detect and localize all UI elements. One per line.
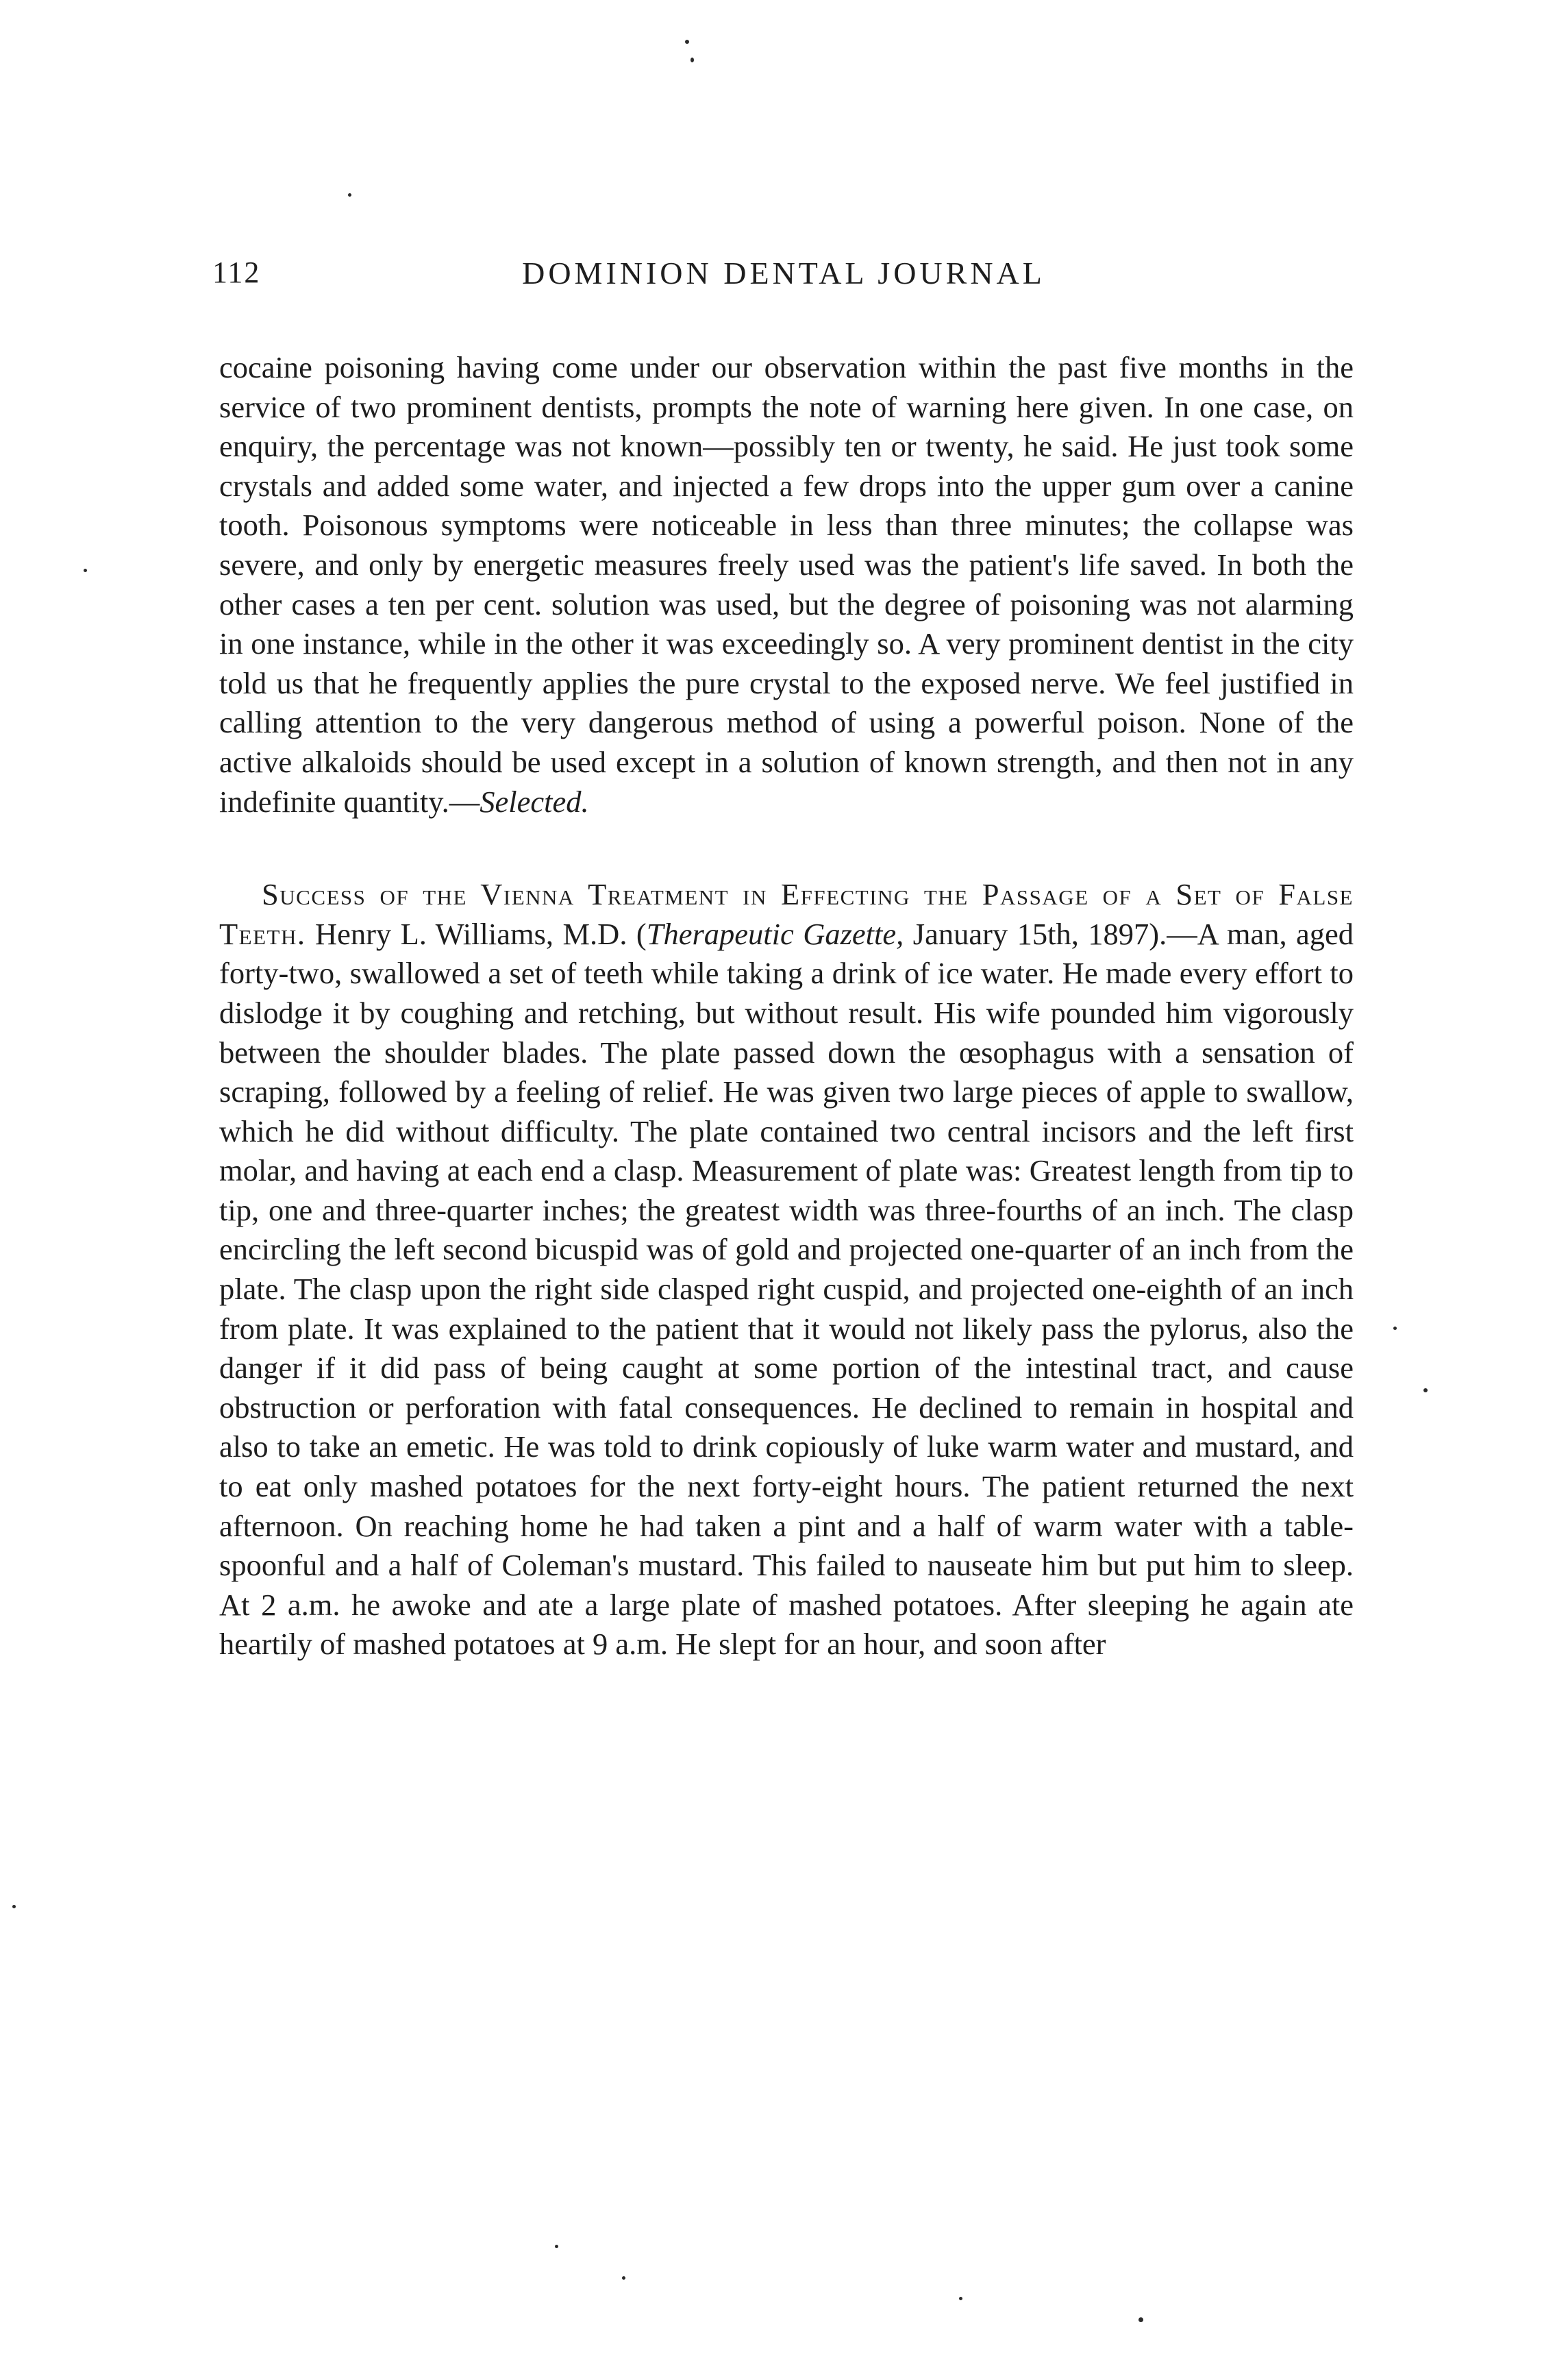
- article-paragraph: [219, 348, 1354, 822]
- print-speck: [555, 2245, 558, 2248]
- running-head: DOMINION DENTAL JOURNAL: [522, 256, 1045, 291]
- source-date: January 15th, 1897).—: [912, 916, 1197, 951]
- article-text: [219, 348, 1354, 1664]
- paragraph-text: cocaine poisoning having come under our observation within the past five months in the service of two prominent dentists, prompts the note of warning here given. In one case, on enquiry, the percentage was not known—possibly ten or twenty, he said. He just took some crystals and added some water, and injected a few drops into the upper gum over a canine tooth. Poisonous symptoms were noticeable in less than three minutes; the collapse was severe, and only by energetic measures freely used was the patient's life saved. In both the other cases a ten per cent. solution was used, but the degree of poisoning was not alarming in one instance, while in the other it was exceedingly so. A very prominent dentist in the city told us that he frequently applies the pure crystal to the exposed nerve. We feel justified in calling attention to the very dangerous method of using a powerful poison. None of the active alkaloids should be used except in a solution of known strength, and then not in any indefinite quantity.—: [219, 350, 1354, 819]
- print-speck: [959, 2297, 962, 2300]
- signoff: Selected.: [480, 784, 589, 819]
- print-speck: [685, 40, 689, 44]
- print-speck: [348, 193, 351, 197]
- page-header: [212, 255, 1355, 303]
- print-speck: [1138, 2317, 1143, 2322]
- source-journal: Therapeutic Gazette,: [646, 916, 904, 951]
- print-speck: [1393, 1327, 1397, 1330]
- article-title: Success of the Vienna Treatment in Effecting the Passage of a Set of False Teeth.: [219, 877, 1354, 951]
- print-speck: [12, 1905, 16, 1908]
- paragraph-text: A man, aged forty-two, swallowed a set of teeth while taking a drink of ice water. He made every effort to dislodge it by coughing and retching, but without result. His wife pounded him vigorously between the shoulder blades. The plate passed down the œsophagus with a sensation of scraping, followed by a feeling of relief. He was given two large pieces of apple to swallow, which he did without difficulty. The plate contained two central incisors and the left first molar, and having at each end a clasp. Measurement of plate was: Greatest length from tip to tip, one and three-quarter inches; the greatest width was three-fourths of an inch. The clasp encircling the left second bicuspid was of gold and projected one-quarter of an inch from the plate. The clasp upon the right side clasped right cuspid, and projected one-eighth of an inch from plate. It was explained to the patient that it would not likely pass the pylorus, also the danger if it did pass of being caught at some portion of the intestinal tract, and cause obstruction or perforation with fatal consequences. He declined to remain in hospital and also to take an emetic. He was told to drink copiously of luke warm water and mustard, and to eat only mashed potatoes for the next forty-eight hours. The patient returned the next afternoon. On reaching home he had taken a pint and a half of warm water with a table-spoonful and a half of Coleman's mustard. This failed to nauseate him but put him to sleep. At 2 a.m. he awoke and ate a large plate of mashed potatoes. After sleeping he again ate heartily of mashed potatoes at 9 a.m. He slept for an hour, and soon after: [219, 916, 1354, 1662]
- page-number: 112: [212, 256, 261, 289]
- print-speck: [622, 2276, 625, 2280]
- print-speck: [690, 58, 694, 62]
- print-speck: [1423, 1388, 1428, 1392]
- article-paragraph: [219, 875, 1354, 1664]
- source-open: (: [636, 916, 647, 951]
- print-speck: [84, 569, 87, 572]
- article-author: Henry L. Williams, M.D.: [314, 916, 627, 951]
